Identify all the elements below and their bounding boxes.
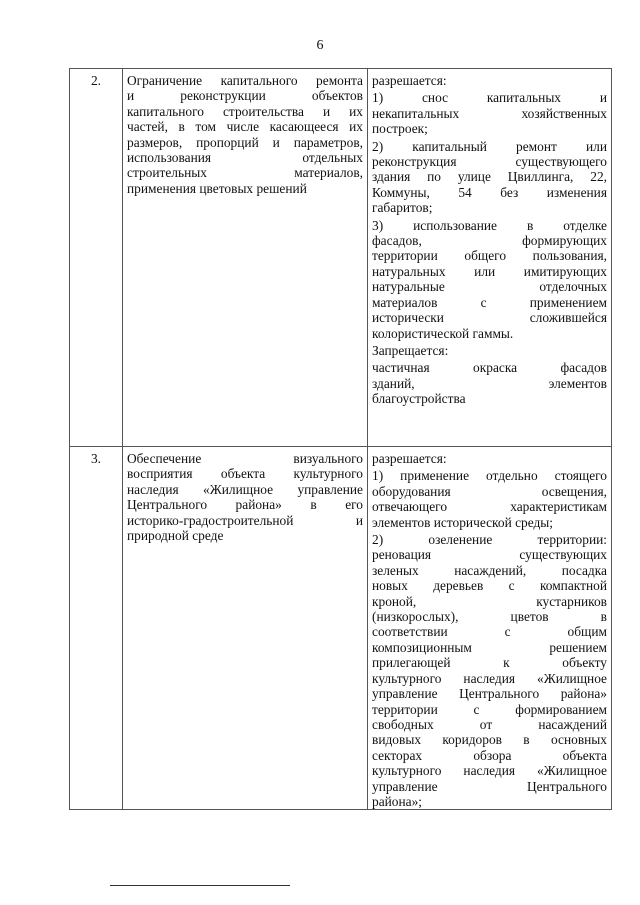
rule-line: 2) капитальный ремонт или (372, 138, 607, 154)
rule-heading: разрешается: (372, 451, 447, 466)
rule-line: некапитальных хозяйственных (372, 105, 607, 121)
topic-line: наследия «Жилищное управление (127, 481, 363, 497)
row-number: 2. (70, 69, 123, 447)
rule-line: 3) использование в отделке (372, 217, 607, 233)
rule-line: композиционным решением (372, 639, 607, 655)
rule-heading: разрешается: (372, 73, 447, 88)
rule-line: натуральные отделочных (372, 279, 607, 295)
rule-line: зеленых насаждений, посадка (372, 562, 607, 578)
topic-line: частей, в том числе касающееся их (127, 119, 363, 135)
topic-line: применения цветовых решений (127, 180, 307, 196)
rule-line: культурного наследия «Жилищное (372, 670, 607, 686)
rule-line: района»; (372, 793, 423, 809)
rule-line: благоустройства (372, 391, 466, 407)
rule-line: 1) снос капитальных и (372, 90, 607, 106)
topic-cell (123, 69, 368, 447)
rule-line: (низкорослых), цветов в (372, 609, 607, 625)
rule-line: здания по улице Цвиллинга, 22, (372, 169, 607, 185)
rule-line: элементов исторической среды; (372, 514, 554, 530)
topic-line: природной среде (127, 528, 224, 544)
rule-line: Коммуны, 54 без изменения (372, 184, 607, 200)
topic-line: Обеспечение визуального (127, 451, 363, 466)
topic-line: Ограничение капитального ремонта (127, 73, 363, 88)
rule-line: территории с формированием (372, 701, 607, 717)
rule-cell (368, 69, 612, 447)
topic-line: восприятия объекта культурного (127, 466, 363, 482)
rule-line: фасадов, формирующих (372, 233, 607, 249)
topic-line: размеров, пропорций и параметров, (127, 134, 363, 150)
table-row (70, 447, 612, 810)
footer-divider (110, 885, 290, 886)
rule-line: территории общего пользования, (372, 248, 607, 264)
prohibition-heading: Запрещается: (372, 342, 449, 358)
topic-line: капитального строительства и их (127, 103, 363, 119)
rule-line: управление Центрального (372, 778, 607, 794)
rule-line: 2) озеленение территории: (372, 532, 607, 548)
rule-line: кроной, кустарников (372, 593, 607, 609)
table-row (70, 69, 612, 447)
rule-line: реконструкция существующего (372, 154, 607, 170)
page-number: 6 (316, 38, 324, 53)
rule-line: габаритов; (372, 200, 433, 216)
topic-line: использования отдельных (127, 150, 363, 166)
topic-line: Центрального района» в его (127, 497, 363, 513)
rule-line: управление Центрального района» (372, 686, 607, 702)
rule-line: зданий, элементов (372, 375, 607, 391)
row-number: 3. (70, 447, 123, 810)
rule-line: отвечающего характеристикам (372, 499, 607, 515)
rule-line: частичная окраска фасадов (372, 360, 607, 376)
rule-line: прилегающей к объекту (372, 655, 607, 671)
topic-line: историко-градостроительной и (127, 512, 363, 528)
rule-line: 1) применение отдельно стоящего (372, 468, 607, 484)
topic-line: и реконструкции объектов (127, 88, 363, 104)
rule-line: секторах обзора объекта (372, 747, 607, 763)
rule-cell (368, 447, 612, 810)
rule-line: свободных от насаждений (372, 716, 607, 732)
rule-line: натуральных или имитирующих (372, 263, 607, 279)
regulations-table (69, 68, 612, 810)
rule-line: соответствии с общим (372, 624, 607, 640)
topic-cell (123, 447, 368, 810)
rule-line: исторически сложившейся (372, 310, 607, 326)
rule-line: материалов с применением (372, 294, 607, 310)
rule-line: построек; (372, 121, 428, 137)
rule-line: видовых коридоров в основных (372, 732, 607, 748)
rule-line: культурного наследия «Жилищное (372, 763, 607, 779)
rule-line: оборудования освещения, (372, 483, 607, 499)
rule-line: колористической гаммы. (372, 325, 514, 341)
rule-line: реновация существующих (372, 547, 607, 563)
rule-line: новых деревьев с компактной (372, 578, 607, 594)
topic-line: строительных материалов, (127, 165, 363, 181)
